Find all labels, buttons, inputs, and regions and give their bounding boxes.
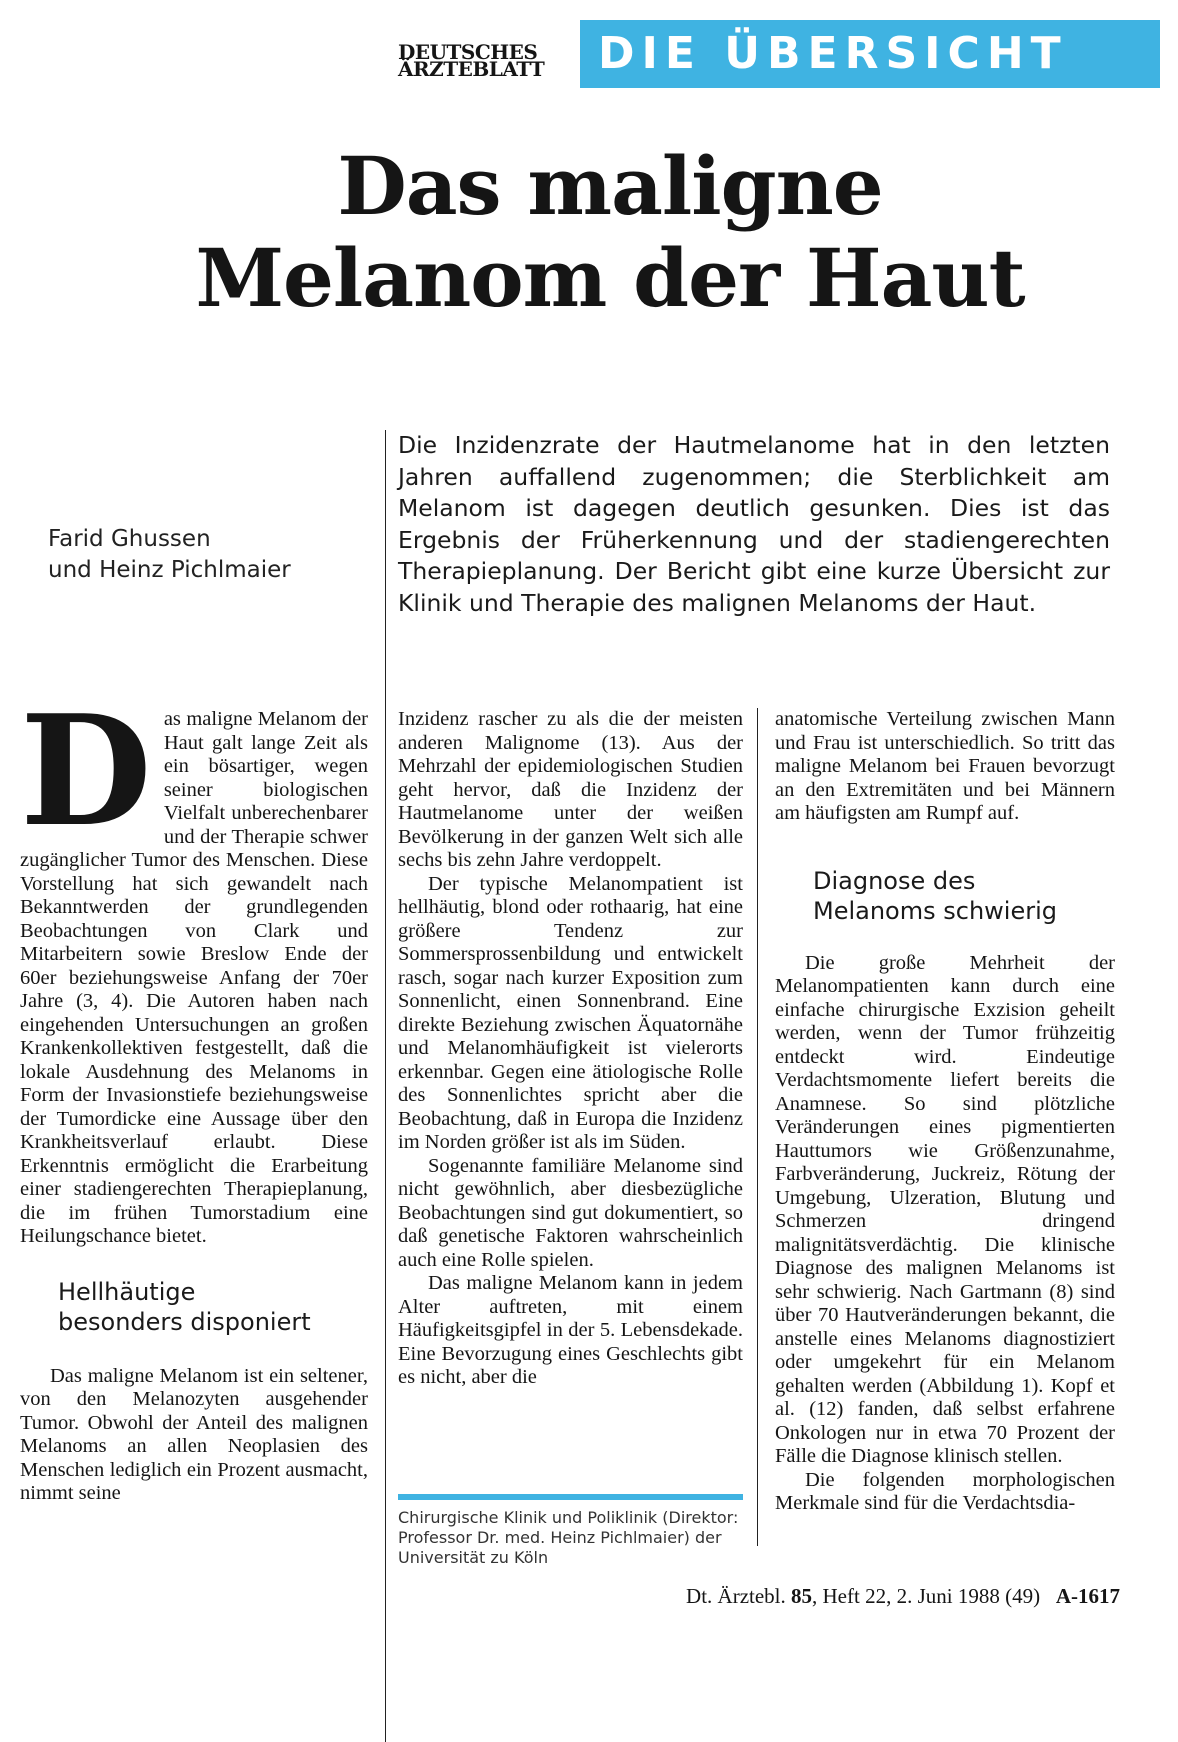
heading-line: Diagnose des bbox=[813, 866, 976, 895]
section-heading bbox=[813, 866, 1115, 926]
title-line-1: Das maligne bbox=[337, 139, 883, 233]
abstract: Die Inzidenzrate der Hautmelanome hat in den letzten Jahren auffallend zugenommen; die Sterblichkeit am Melanom ist dagegen deutlich gesunken. Dies ist das Ergebnis der Früherkennung und der stadiengerechten Therapieplanung. Der Bericht gibt eine kurze Übersicht zur Klinik und Therapie des malignen Melanoms der Haut. bbox=[398, 431, 1110, 617]
paragraph: anatomische Verteilung zwischen Mann und Frau ist unterschiedlich. So tritt das maligne Melanom bei Frauen bevorzugt an den Extremitäten und bei Männern am häufigsten am Rumpf auf. bbox=[775, 708, 1115, 824]
volume-number: 85 bbox=[791, 1584, 813, 1608]
paragraph: Sogenannte familiäre Melanome sind nicht gewöhnlich, aber diesbezügliche Beobachtungen sind gut dokumentiert, so daß genetische Faktoren wahrscheinlich auch eine Rolle spielen. bbox=[398, 1154, 743, 1271]
paragraph: Die große Mehrheit der Melanompatienten kann durch eine einfache chirurgische Exzision geheilt werden, wenn der Tumor frühzeitig entdeckt wird. Eindeutige Verdachtsmomente liefert bereits die Anamnese. So sind plötzliche Veränderungen eines pigmentierten Hauttumors wie Größenzunahme, Farbveränderung, Juckreiz, Rötung der Umgebung, Ulzeration, Blutung und Schmerzen dringend malignitätsverdächtig. Die klinische Diagnose des malignen Melanoms ist sehr schwierig. Nach Gartmann (8) sind über 70 Hautveränderungen bekannt, die anstelle eines Melanoms diagnostiziert oder umgekehrt für ein Melanom gehalten werden (Abbildung 1). Kopf et al. (12) fanden, daß selbst erfahrene Onkologen nur in etwa 70 Prozent der Fälle die Diagnose klinisch stellen. bbox=[775, 951, 1115, 1467]
section-banner: DIE ÜBERSICHT bbox=[580, 20, 1160, 88]
journal-masthead bbox=[398, 40, 548, 81]
paragraph: as maligne Melanom der Haut galt lange Zeit als ein bösartiger, wegen seiner biologischen Vielfalt unberechenbarer und der Therapie schwer zugänglicher Tumor des Menschen. Diese Vorstellung hat sich gewandelt nach Bekanntwerden der grundlegenden Beobachtungen von Clark und Mitarbeitern sowie Breslow Ende der 60er beziehungsweise Anfang der 70er Jahre (3, 4). Die Autoren haben nach eingehenden Untersuchungen an großen Krankenkollektiven festgestellt, daß die lokale Ausdehnung des Melanoms in Form der Invasionstiefe beziehungsweise der Tumordicke eine Aussage über den Krankheitsverlauf erlaubt. Diese Erkenntnis ermöglicht die Erarbeitung einer stadiengerechten Therapieplanung, die im frühen Tumorstadium eine Heilungschance bietet. bbox=[20, 708, 368, 1247]
journal-name-line2: ÄRZTEBLATT bbox=[398, 57, 545, 81]
author-affiliation: Chirurgische Klinik und Poliklinik (Direktor: Professor Dr. med. Heinz Pichlmaier) der Universität zu Köln bbox=[398, 1508, 739, 1567]
paragraph: Das maligne Melanom kann in jedem Alter auftreten, mit einem Häufigkeitsgipfel in der 5. Lebensdekade. Eine Bevorzugung eines Geschlechts gibt es nicht, aber die bbox=[398, 1272, 743, 1388]
body-column-1 bbox=[20, 681, 368, 1506]
issue-date: , Heft 22, 2. Juni 1988 (49) bbox=[812, 1584, 1041, 1608]
title-line-2: Melanom der Haut bbox=[195, 231, 1025, 325]
column-divider bbox=[757, 708, 758, 1546]
author-line-2: und Heinz Pichlmaier bbox=[48, 557, 291, 583]
journal-name-line1: DEUTSCHES bbox=[398, 40, 538, 64]
journal-abbreviation: Dt. Ärztebl. bbox=[686, 1584, 786, 1608]
paragraph: Die folgenden morphologischen Merkmale sind für die Verdachtsdia- bbox=[775, 1468, 1115, 1514]
page-footer bbox=[580, 1583, 1120, 1609]
drop-cap: D bbox=[20, 681, 152, 860]
abstract-divider bbox=[385, 430, 386, 1742]
article-title bbox=[110, 140, 1110, 324]
section-heading bbox=[58, 1277, 368, 1337]
heading-line: besonders disponiert bbox=[58, 1307, 311, 1336]
body-column-3 bbox=[775, 708, 1115, 1516]
heading-line: Hellhäutige bbox=[58, 1277, 196, 1306]
heading-line: Melanoms schwierig bbox=[813, 896, 1057, 925]
author-block bbox=[48, 524, 368, 586]
page-number: A-1617 bbox=[1055, 1584, 1120, 1608]
paragraph: Das maligne Melanom ist ein seltener, von den Melanozyten ausgehender Tumor. Obwohl der Anteil des malignen Melanoms an allen Neoplasien des Menschen lediglich ein Prozent ausmacht, nimmt seine bbox=[20, 1364, 368, 1504]
paragraph: Inzidenz rascher zu als die der meisten anderen Malignome (13). Aus der Mehrzahl der epidemiologischen Studien geht hervor, daß die Inzidenz der Hautmelanome unter der weißen Bevölkerung in der ganzen Welt sich alle sechs bis zehn Jahre verdoppelt. bbox=[398, 708, 743, 871]
paragraph: Der typische Melanompatient ist hellhäutig, blond oder rothaarig, hat eine größere Tendenz zur Sommersprossenbildung und entwickelt rasch, sogar nach kurzer Exposition zum Sonnenlicht, einen Sonnenbrand. Eine direkte Beziehung zwischen Äquatornähe und Melanomhäufigkeit ist vielerorts erkennbar. Gegen eine ätiologische Rolle des Sonnenlichtes spricht aber die Beobachtung, daß in Europa die Inzidenz im Norden größer ist als im Süden. bbox=[398, 872, 743, 1153]
author-line-1: Farid Ghussen bbox=[48, 526, 211, 552]
affiliation-accent-bar bbox=[398, 1494, 743, 1500]
body-column-2 bbox=[398, 708, 743, 1390]
